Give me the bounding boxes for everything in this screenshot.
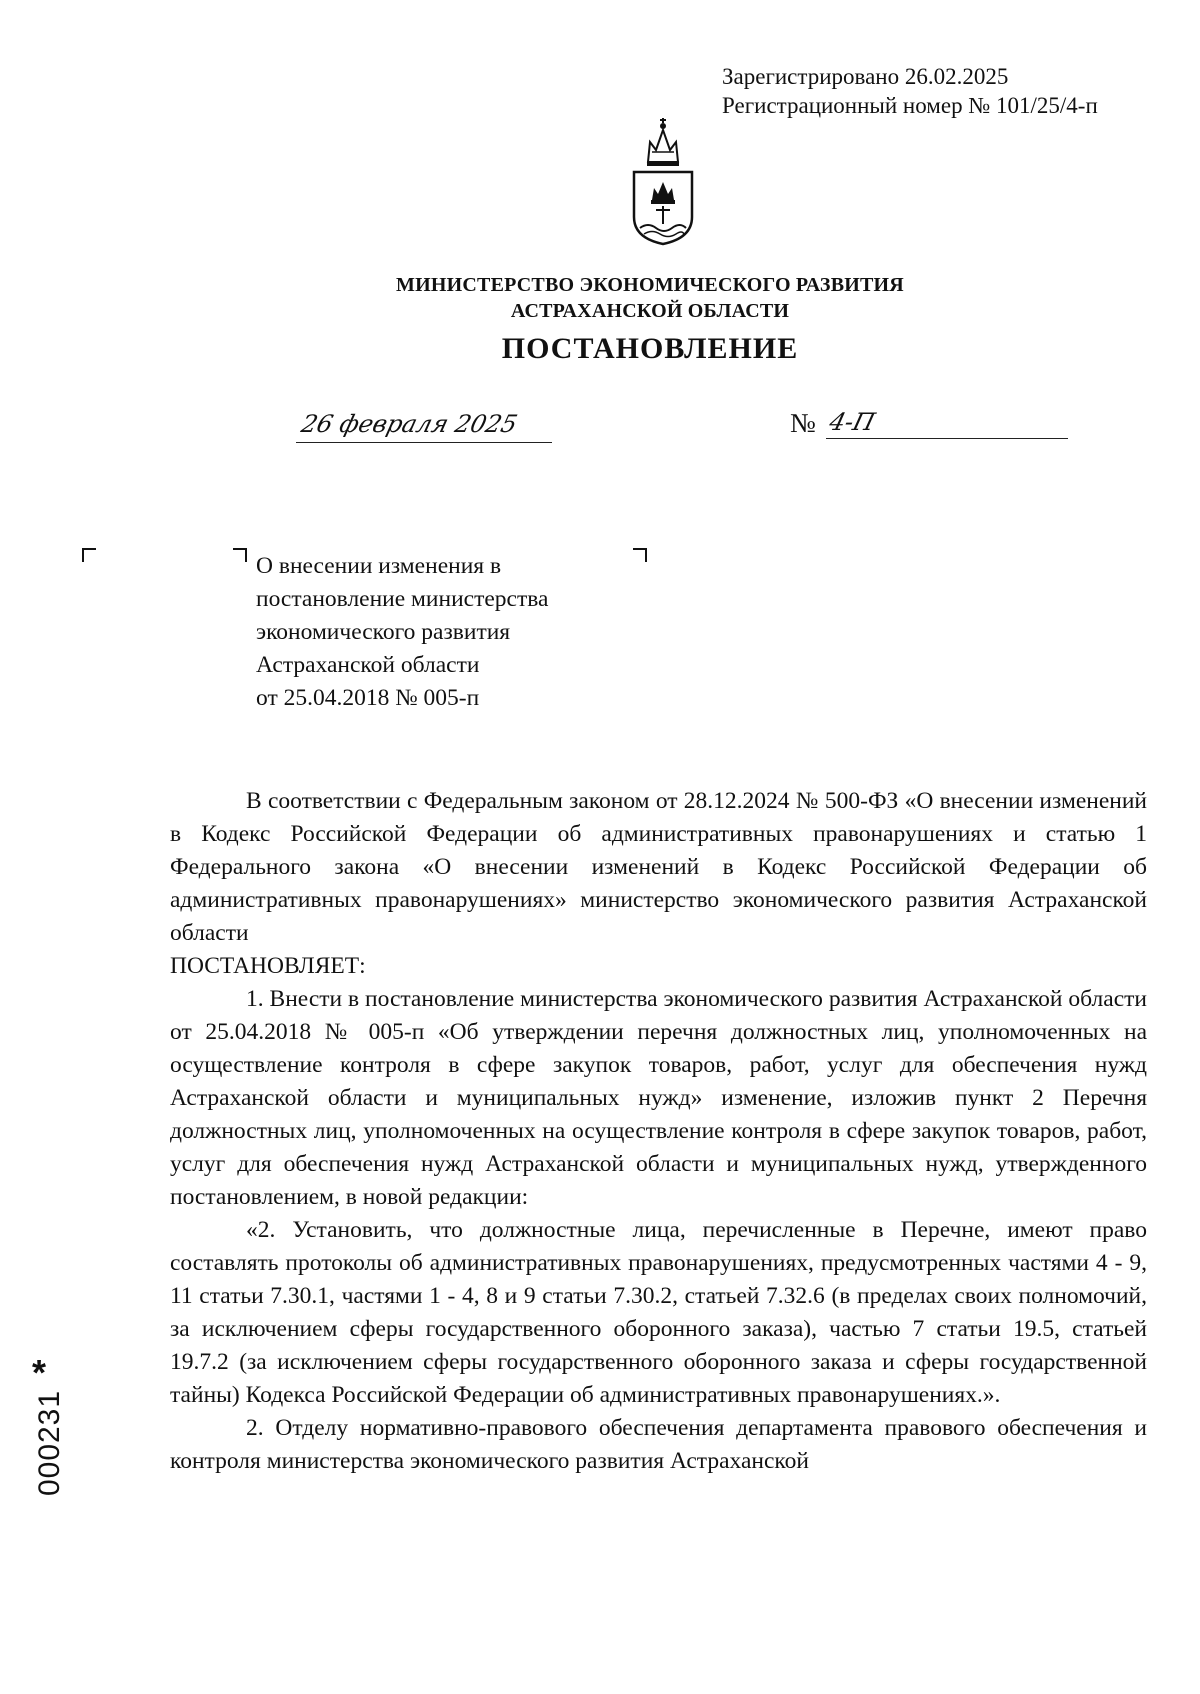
registration-stamp	[722, 62, 1098, 120]
subject-line: постановление министерства	[256, 586, 549, 612]
number-field	[826, 408, 1068, 439]
document-type-title: ПОСТАНОВЛЕНИЕ	[501, 332, 799, 365]
preamble-paragraph: В соответствии с Федеральным законом от 28.12.2024 № 500-ФЗ «О внесении изменений в Кодекс Российской Федерации об административных правонарушениях и статью 1 Федерального закона «О внесении изменений в Кодекс Российской Федерации об административных правонарушениях» министерство экономического развития Астраханской области	[170, 788, 1147, 946]
handwritten-date: 26 февраля 2025	[298, 410, 521, 438]
registration-date: Зарегистрировано 26.02.2025	[722, 64, 1009, 89]
item-1-paragraph: 1. Внести в постановление министерства экономического развития Астраханской области от 25.04.2018 № 005-п «Об утверждении перечня должностных лиц, уполномоченных на осуществление контроля в сфере закупок товаров, работ, услуг для обеспечения нужд Астраханской области и муниципальных нужд» изменение, изложив пункт 2 Перечня должностных лиц, уполномоченных на осуществление контроля в сфере закупок товаров, работ, услуг для обеспечения нужд Астраханской области и муниципальных нужд, утвержденного постановлением, в новой редакции:	[170, 986, 1147, 1210]
margin-serial-number	[30, 1358, 70, 1528]
item-2-paragraph: 2. Отделу нормативно-правового обеспечения департамента правового обеспечения и контроля министерства экономического развития Астраханской	[170, 1415, 1147, 1474]
subject-line: О внесении изменения в	[256, 553, 502, 579]
margin-asterisk: *	[32, 1352, 47, 1393]
handwritten-number: 4-П	[826, 408, 878, 436]
serial-number-text: 000231	[33, 1389, 66, 1497]
corner-mark-right	[633, 548, 647, 562]
number-label: №	[790, 408, 816, 438]
registration-number: Регистрационный номер № 101/25/4-п	[722, 93, 1098, 118]
subject-line: Астраханской области	[256, 652, 480, 678]
subject-line: от 25.04.2018 № 005-п	[256, 685, 480, 711]
date-field	[296, 408, 552, 443]
decree-word: ПОСТАНОВЛЯЕТ:	[170, 953, 366, 979]
ministry-line-2: АСТРАХАНСКОЙ ОБЛАСТИ	[510, 300, 790, 322]
ministry-line-1: МИНИСТЕРСТВО ЭКОНОМИЧЕСКОГО РАЗВИТИЯ	[396, 274, 904, 296]
coat-of-arms-icon	[628, 112, 698, 247]
item-1-quote-paragraph: «2. Установить, что должностные лица, перечисленные в Перечне, имеют право составлять протоколы об административных правонарушениях, предусмотренных частями 4 - 9, 11 статьи 7.30.1, частями 1 - 4, 8 и 9 статьи 7.30.2, статьей 7.32.6 (в пределах своих полномочий, за исключением сферы государственного оборонного заказа), частью 7 статьи 19.5, статьей 19.7.2 (за исключением сферы государственного оборонного заказа и сферы государственной тайны) Кодекса Российской Федерации об административных правонарушениях.».	[170, 1217, 1147, 1408]
ministry-name	[360, 272, 940, 324]
document-body	[170, 785, 1147, 1478]
subject-line: экономического развития	[256, 619, 511, 645]
corner-mark-middle	[233, 548, 247, 562]
corner-mark-left	[82, 548, 96, 562]
subject-block	[256, 550, 548, 715]
